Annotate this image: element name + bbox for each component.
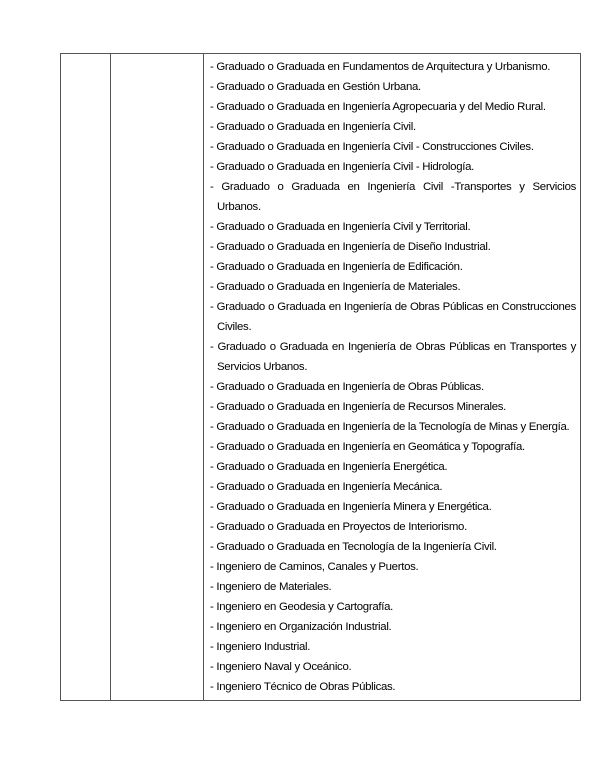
- list-item: - Graduado o Graduada en Fundamentos de Arquitectura y Urbanismo.: [210, 61, 551, 73]
- degree-list: [204, 54, 580, 700]
- list-item: - Graduado o Graduada en Ingeniería de Materiales.: [210, 281, 461, 293]
- list-item: - Graduado o Graduada en Ingeniería Mecánica.: [210, 481, 443, 493]
- list-item: - Graduado o Graduada en Ingeniería Energética.: [210, 461, 448, 473]
- degrees-cell: [204, 54, 581, 701]
- list-item: - Ingeniero Industrial.: [210, 641, 311, 653]
- list-item: - Graduado o Graduada en Ingeniería Agropecuaria y del Medio Rural.: [210, 101, 546, 113]
- degrees-table: [60, 53, 581, 701]
- list-item: - Ingeniero de Materiales.: [210, 581, 332, 593]
- list-item: - Graduado o Graduada en Ingeniería de la Tecnología de Minas y Energía.: [210, 421, 570, 433]
- list-item: - Graduado o Graduada en Gestión Urbana.: [210, 81, 421, 93]
- list-item: - Graduado o Graduada en Ingeniería Civil y Territorial.: [210, 221, 471, 233]
- list-item: - Graduado o Graduada en Ingeniería Minera y Energética.: [210, 501, 492, 513]
- empty-cell-second: [111, 54, 204, 701]
- list-item: - Graduado o Graduada en Ingeniería de Obras Públicas en Construcciones Civiles.: [210, 301, 576, 333]
- list-item: - Graduado o Graduada en Ingeniería de Obras Públicas en Transportes y Servicios Urbanos.: [210, 341, 576, 373]
- list-item: - Ingeniero en Geodesia y Cartografía.: [210, 601, 393, 613]
- empty-cell-first: [61, 54, 111, 701]
- list-item: - Ingeniero en Organización Industrial.: [210, 621, 392, 633]
- table-row: [61, 54, 581, 701]
- list-item: - Ingeniero de Caminos, Canales y Puertos.: [210, 561, 419, 573]
- list-item: - Graduado o Graduada en Ingeniería de Recursos Minerales.: [210, 401, 507, 413]
- list-item: - Graduado o Graduada en Ingeniería de Obras Públicas.: [210, 381, 484, 393]
- list-item: - Graduado o Graduada en Ingeniería Civil.: [210, 121, 416, 133]
- list-item: - Graduado o Graduada en Ingeniería de Edificación.: [210, 261, 463, 273]
- list-item: - Graduado o Graduada en Ingeniería Civil -Transportes y Servicios Urbanos.: [210, 181, 576, 213]
- list-item: - Graduado o Graduada en Proyectos de Interiorismo.: [210, 521, 467, 533]
- list-item: - Graduado o Graduada en Ingeniería Civil - Hidrología.: [210, 161, 474, 173]
- list-item: - Graduado o Graduada en Tecnología de la Ingeniería Civil.: [210, 541, 497, 553]
- list-item: - Graduado o Graduada en Ingeniería Civil - Construcciones Civiles.: [210, 141, 534, 153]
- list-item: - Graduado o Graduada en Ingeniería de Diseño Industrial.: [210, 241, 491, 253]
- list-item: - Ingeniero Naval y Oceánico.: [210, 661, 352, 673]
- list-item: - Ingeniero Técnico de Obras Públicas.: [210, 681, 396, 693]
- list-item: - Graduado o Graduada en Ingeniería en Geomática y Topografía.: [210, 441, 525, 453]
